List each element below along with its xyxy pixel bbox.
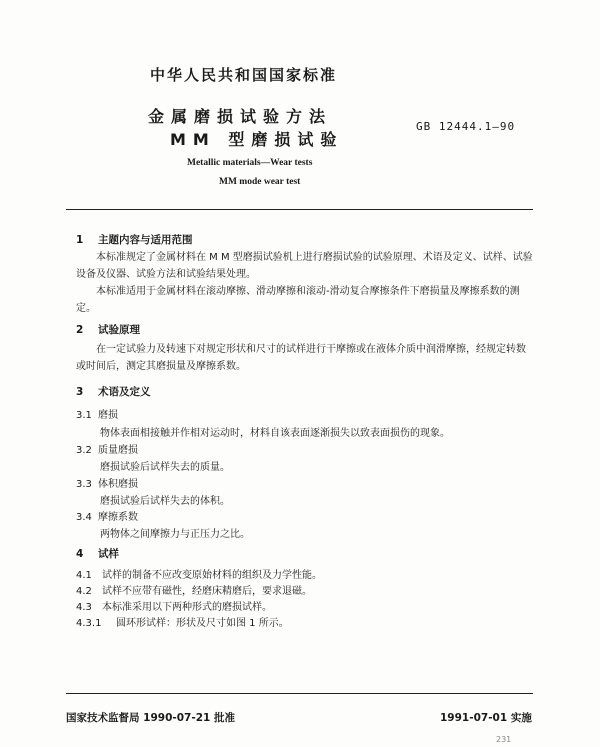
english-title-line-2: MM mode wear test <box>219 177 301 187</box>
clause-text: 本标准采用以下两种形式的磨损试样。 <box>102 602 272 613</box>
implementation-date: 1991-07-01 实施 <box>440 712 532 724</box>
clause-text: 试样的制备不应改变原始材料的组织及力学性能。 <box>102 570 322 581</box>
term-3-4-definition: 两物体之间摩擦力与正压力之比。 <box>100 529 250 540</box>
term-name: 体积磨损 <box>98 479 138 490</box>
section-title: 术语及定义 <box>98 386 151 398</box>
clause-text: 试样不应带有磁性，经磨床精磨后，要求退磁。 <box>102 586 312 597</box>
section-number: 4 <box>76 548 84 560</box>
section-2-paragraph-1: 在一定试验力及转速下对规定形状和尺寸的试样进行干摩擦或在液体介质中润滑摩擦，经规定转数或时间后，测定其磨损量及摩擦系数。 <box>76 344 526 372</box>
clause-4-2 <box>76 582 312 597</box>
standard-number: GB 12444.1—90 <box>416 120 516 133</box>
clause-number: 4.3 <box>76 602 92 613</box>
page-number: 231 <box>496 735 512 744</box>
section-3-heading <box>76 384 151 399</box>
term-3-1-definition: 物体表面相接触并作相对运动时，材料自该表面逐渐损失以致表面损伤的现象。 <box>100 428 450 439</box>
term-number: 3.4 <box>76 512 92 523</box>
bottom-rule <box>66 693 533 694</box>
country-standard-heading: 中华人民共和国国家标准 <box>150 66 338 84</box>
term-number: 3.3 <box>76 479 92 490</box>
term-number: 3.1 <box>76 410 92 421</box>
term-3-2 <box>76 441 138 456</box>
section-4-heading <box>76 546 119 561</box>
term-name: 摩擦系数 <box>98 512 138 523</box>
section-1-paragraph-2: 本标准适用于金属材料在滚动摩擦、滑动摩擦和滚动-滑动复合摩擦条件下磨损量及摩擦系数的测定。 <box>76 286 520 314</box>
term-3-1 <box>76 406 118 421</box>
term-name: 磨损 <box>98 410 118 421</box>
clause-number: 4.2 <box>76 586 92 597</box>
approval-date: 国家技术监督局 1990-07-21 批准 <box>66 712 235 724</box>
clause-number: 4.3.1 <box>76 618 102 629</box>
clause-4-1 <box>76 566 322 581</box>
title-line-2: MM 型磨损试验 <box>170 130 344 149</box>
clause-text: 圆环形试样：形状及尺寸如图 1 所示。 <box>116 618 289 629</box>
english-title-line-1: Metallic materials—Wear tests <box>187 158 313 168</box>
section-number: 1 <box>76 234 84 246</box>
top-rule <box>66 209 533 210</box>
term-3-3-definition: 磨损试验后试样失去的体积。 <box>100 496 230 507</box>
section-1-paragraph-1: 本标准规定了金属材料在 M M 型磨损试验机上进行磨损试验的试验原理、术语及定义、试样、试验设备及仪器、试验方法和试验结果处理。 <box>76 252 533 280</box>
clause-4-3-1 <box>76 614 289 629</box>
title-line-1: 金属磨损试验方法 <box>148 107 333 126</box>
section-title: 试样 <box>98 548 119 560</box>
section-1-heading <box>76 232 193 247</box>
section-number: 3 <box>76 386 84 398</box>
clause-number: 4.1 <box>76 570 92 581</box>
term-number: 3.2 <box>76 445 92 456</box>
clause-4-3 <box>76 598 272 613</box>
term-name: 质量磨损 <box>98 445 138 456</box>
section-title: 试验原理 <box>98 324 140 336</box>
section-number: 2 <box>76 324 84 336</box>
section-title: 主题内容与适用范围 <box>98 234 193 246</box>
term-3-3 <box>76 475 138 490</box>
term-3-4 <box>76 508 138 523</box>
term-3-2-definition: 磨损试验后试样失去的质量。 <box>100 462 230 473</box>
section-2-heading <box>76 322 140 337</box>
